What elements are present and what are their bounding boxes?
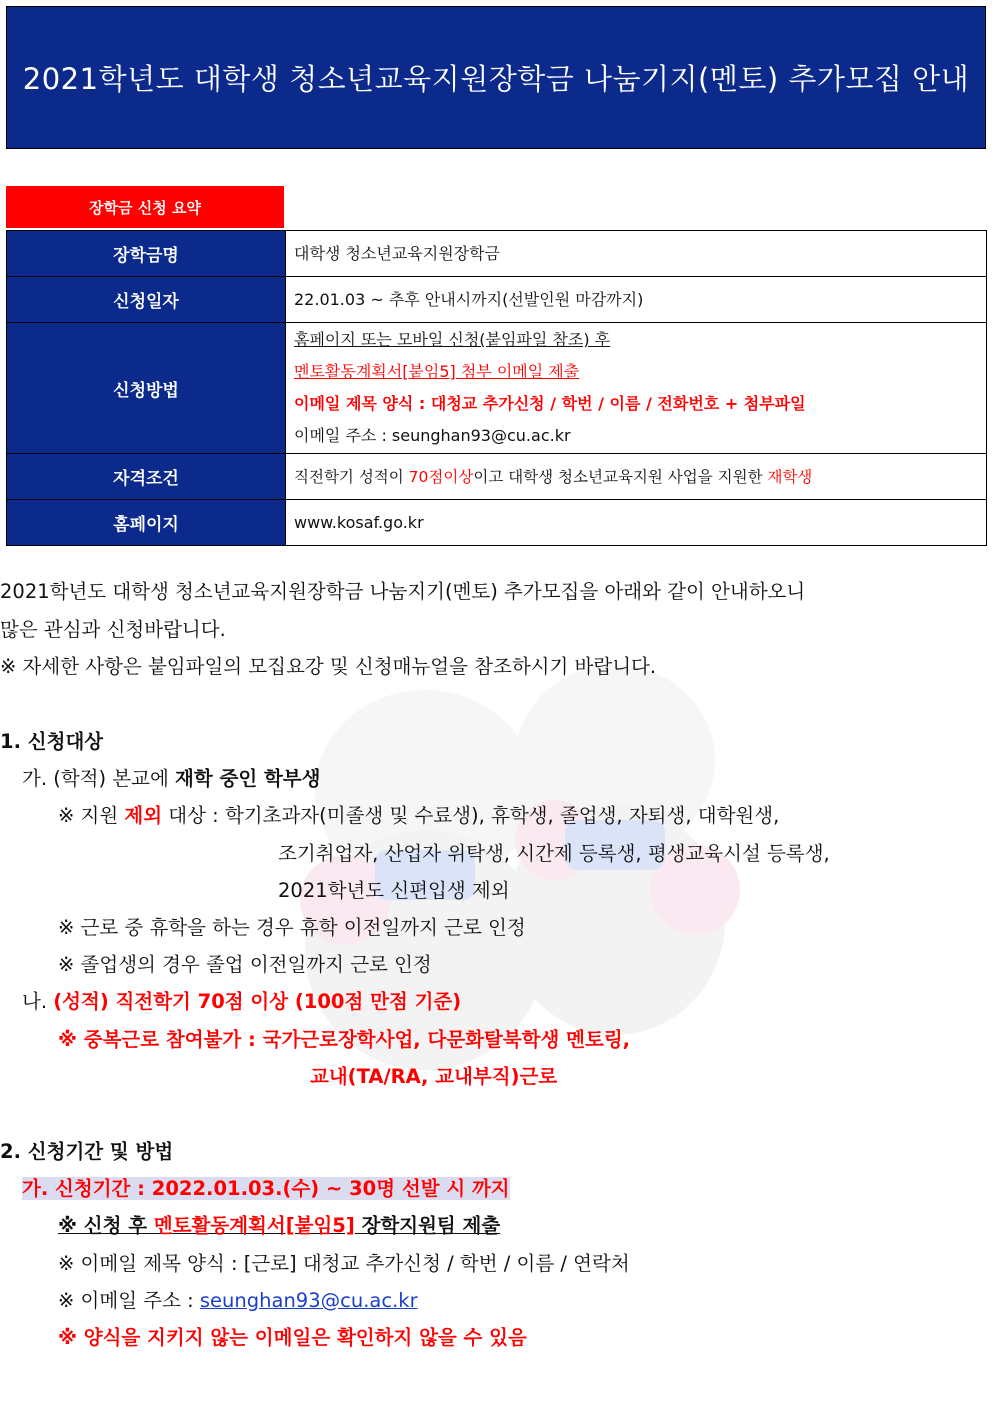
label-homepage: 홈페이지: [7, 500, 286, 546]
summary-tab: 장학금 신청 요약: [6, 186, 284, 228]
exclusion-red: 제외: [124, 804, 163, 827]
value-eligibility: [286, 454, 987, 500]
table-row: [7, 454, 987, 500]
page-title: 2021학년도 대학생 청소년교육지원장학금 나눔기지(멘토) 추가모집 안내: [22, 62, 970, 96]
submit-prefix: ※ 신청 후: [58, 1214, 154, 1237]
intro-line-1: 2021학년도 대학생 청소년교육지원장학금 나눔지기(멘토) 추가모집을 아래와 같이 안내하오니: [0, 580, 806, 603]
exclusion-line-2: 조기취업자, 산업자 위탁생, 시간제 등록생, 평생교육시설 등록생,: [278, 842, 830, 865]
na-grade: (성적) 직전학기 70점 이상 (100점 만점 기준): [53, 990, 462, 1013]
duplicate-note-1: ※ 중복근로 참여불가 : 국가근로장학사업, 다문화탈북학생 멘토링,: [58, 1028, 631, 1051]
eligibility-text: 이고 대학생 청소년교육지원 사업을 지원한: [473, 467, 768, 486]
label-apply-method: 신청방법: [7, 323, 286, 454]
label-apply-date: 신청일자: [7, 277, 286, 323]
table-row: [7, 323, 987, 454]
email-label: ※ 이메일 주소 :: [58, 1289, 200, 1312]
submit-form: 멘토활동계획서[붙임5]: [153, 1214, 355, 1237]
eligibility-text: 직전학기 성적이: [294, 467, 409, 486]
label-eligibility: 자격조건: [7, 454, 286, 500]
label-scholarship-name: 장학금명: [7, 231, 286, 277]
apply-period: [22, 1173, 510, 1201]
note-graduate: ※ 졸업생의 경우 졸업 이전일까지 근로 인정: [58, 953, 432, 976]
table-row: [7, 231, 987, 277]
method-line-4: 이메일 주소 : seunghan93@cu.ac.kr: [294, 426, 571, 445]
submit-note: [58, 1210, 500, 1238]
exclusion-line-3: 2021학년도 신편입생 제외: [278, 879, 510, 902]
section-1-ga: [22, 763, 320, 791]
value-apply-method: [286, 323, 987, 454]
value-homepage[interactable]: www.kosaf.go.kr: [286, 500, 987, 546]
email-address-note: [58, 1285, 418, 1313]
ga-text: 가. (학적) 본교에: [22, 767, 176, 790]
method-line-3: 이메일 제목 양식 : 대청교 추가신청 / 학번 / 이름 / 전화번호 + 첨부파일: [294, 394, 806, 413]
eligibility-score: 70점이상: [408, 467, 474, 486]
na-prefix: 나.: [22, 990, 54, 1013]
method-line-1: 홈페이지 또는 모바일 신청(붙임파일 참조) 후: [294, 330, 611, 349]
exclusion-rest: 대상 : 학기초과자(미졸생 및 수료생), 휴학생, 졸업생, 자퇴생, 대학원생,: [162, 804, 780, 827]
note-leave: ※ 근로 중 휴학을 하는 경우 휴학 이전일까지 근로 인정: [58, 916, 526, 939]
warning-note: ※ 양식을 지키지 않는 이메일은 확인하지 않을 수 있음: [58, 1326, 527, 1349]
intro-line-3: ※ 자세한 사항은 붙임파일의 모집요강 및 신청매뉴얼을 참조하시기 바랍니다.: [0, 655, 657, 678]
submit-suffix: 장학지원팀 제출: [354, 1214, 501, 1237]
duplicate-note-2: 교내(TA/RA, 교내부직)근로: [310, 1065, 558, 1088]
exclusion-note: [58, 800, 779, 828]
section-1-na: [22, 986, 461, 1014]
apply-period-text: 가. 신청기간 : 2022.01.03.(수) ~ 30명 선발 시 까지: [22, 1177, 510, 1200]
value-scholarship-name: 대학생 청소년교육지원장학금: [286, 231, 987, 277]
ga-emphasis: 재학 중인 학부생: [175, 767, 321, 790]
email-link[interactable]: seunghan93@cu.ac.kr: [199, 1289, 418, 1312]
eligibility-status: 재학생: [767, 467, 813, 486]
exclusion-prefix: ※ 지원: [58, 804, 125, 827]
value-apply-date: 22.01.03 ~ 추후 안내시까지(선발인원 마감까지): [286, 277, 987, 323]
intro-line-2: 많은 관심과 신청바랍니다.: [0, 618, 226, 641]
table-row: [7, 500, 987, 546]
section-2-heading: 2. 신청기간 및 방법: [0, 1140, 174, 1163]
section-1-heading: 1. 신청대상: [0, 730, 104, 753]
method-line-2: 멘토활동계획서[붙임5] 첨부 이메일 제출: [294, 362, 580, 381]
table-row: [7, 277, 987, 323]
summary-table: [6, 230, 987, 546]
title-banner: [6, 6, 986, 149]
email-format-note: ※ 이메일 제목 양식 : [근로] 대청교 추가신청 / 학번 / 이름 / 연락처: [58, 1252, 630, 1275]
